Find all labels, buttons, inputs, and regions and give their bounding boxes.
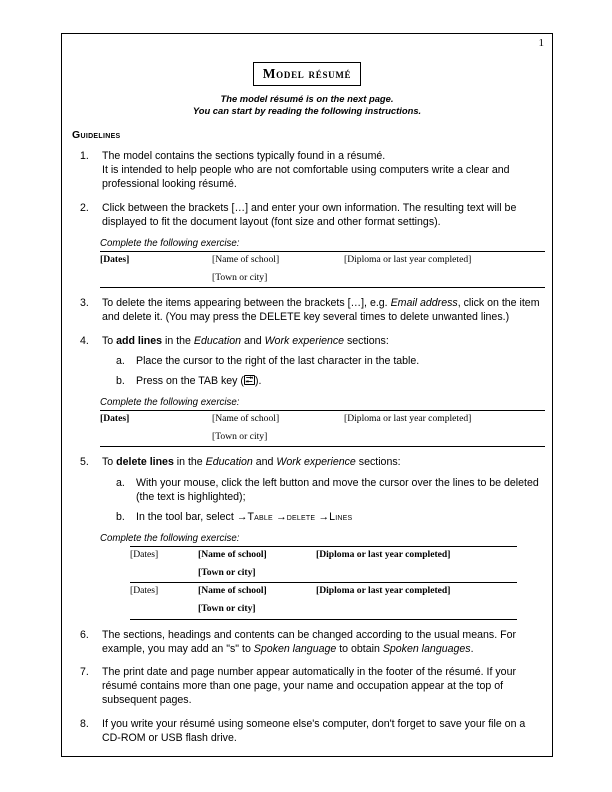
- cell-empty: [344, 429, 545, 447]
- cell-school: [Name of school]: [198, 547, 316, 565]
- item-6-prefix: The sections, headings and contents can be changed according to the usual means. For example, you may add an "s" to: [102, 628, 517, 655]
- item-5-prefix: To: [102, 456, 117, 469]
- list-item-8: [72, 717, 542, 745]
- sub-item-4a-text: Place the cursor to the right of the last character in the table.: [136, 354, 420, 367]
- cell-dates: [Dates]: [130, 585, 159, 597]
- item-5-text: [102, 455, 542, 469]
- subtitle-line-1: The model résumé is on the next page.: [220, 93, 394, 104]
- exercise-label: Complete the following exercise:: [100, 397, 240, 409]
- subtitle-line-2: You can start by reading the following instructions.: [192, 105, 422, 116]
- sub-item-4b: [102, 374, 542, 388]
- item-1-line-2: It is intended to help people who are not comfortable using computers write a clear and professional looking résumé.: [102, 164, 510, 191]
- page-title: Model résumé: [253, 62, 362, 86]
- sub-item-5a-text: With your mouse, click the left button and move the cursor over the lines to be deleted (the text is highlighted);: [136, 476, 539, 503]
- item-4-italic-2: Work experience: [264, 334, 345, 347]
- table-row: [130, 601, 517, 619]
- item-5-italic-2: Work experience: [276, 456, 356, 469]
- list-marker: 8.: [80, 717, 89, 730]
- cell-empty: [344, 270, 545, 288]
- item-2-text: Click between the brackets […] and enter your own information. The resulting text will be displayed to fit the document layout (font size and other format settings).: [102, 201, 517, 228]
- cell-diploma: [Diploma or last year completed]: [316, 547, 517, 565]
- exercise-block-1: [100, 238, 542, 288]
- list-marker: 2.: [80, 201, 89, 214]
- list-marker: 1.: [80, 150, 89, 162]
- cell-diploma: [Diploma or last year completed]: [316, 585, 451, 597]
- item-5-mid-2: and: [252, 456, 277, 469]
- subtitle-block: [72, 93, 542, 117]
- item-3-text: [102, 296, 542, 324]
- cell-school: [Name of school]: [212, 411, 344, 429]
- item-3-emphasis: Email address: [390, 297, 458, 310]
- item-5-bold: delete lines: [116, 456, 174, 469]
- list-item-3: [72, 296, 542, 324]
- document-content: [72, 62, 542, 754]
- item-3-prefix: To delete the items appearing between the brackets […], e.g.: [102, 297, 391, 310]
- exercise-table-2: [100, 410, 545, 447]
- item-1-line-1: The model contains the sections typically found in a résumé.: [102, 150, 386, 162]
- table-row: [100, 429, 545, 447]
- table-row: [130, 547, 517, 565]
- table-row: [130, 565, 517, 583]
- item-4-prefix: To: [102, 334, 117, 347]
- item-5-italic-1: Education: [205, 456, 253, 469]
- cell-town: [Town or city]: [198, 601, 316, 619]
- cell-empty: [130, 601, 198, 619]
- exercise-label: Complete the following exercise:: [100, 238, 240, 250]
- sub-item-4b-prefix: Press on the TAB key (: [136, 375, 244, 388]
- tab-key-icon: [244, 375, 255, 385]
- item-6-italic-1: Spoken language: [253, 642, 337, 655]
- sub-item-5b-text: [136, 510, 542, 524]
- cell-town: [Town or city]: [212, 429, 344, 447]
- sub-list-marker: a.: [116, 476, 125, 489]
- item-6-text: [102, 628, 542, 656]
- sub-item-5b-prefix: In the tool bar, select: [136, 511, 237, 524]
- list-marker: 6.: [80, 628, 89, 641]
- cell-empty: [100, 429, 212, 447]
- document-page-border: [61, 33, 553, 757]
- item-6-mid: to obtain: [336, 642, 383, 655]
- item-6-italic-2: Spoken languages: [382, 642, 471, 655]
- list-item-6: [72, 628, 542, 656]
- table-row: [100, 411, 545, 429]
- list-item-2: [72, 201, 542, 229]
- list-marker: 5.: [80, 456, 89, 469]
- sub-item-4a: [102, 354, 542, 368]
- exercise-block-3: [100, 533, 542, 619]
- menu-path: →Table →delete →Lines: [236, 511, 353, 524]
- table-row: [100, 270, 545, 288]
- item-4-text: [102, 334, 542, 348]
- sub-item-5a: [102, 476, 542, 504]
- item-4-italic-1: Education: [193, 334, 241, 347]
- list-marker: 4.: [80, 334, 89, 347]
- page-number: 1: [538, 37, 544, 49]
- cell-empty: [100, 270, 212, 288]
- exercise-label: Complete the following exercise:: [100, 533, 240, 545]
- cell-diploma: [Diploma or last year completed]: [344, 252, 545, 270]
- cell-diploma: [Diploma or last year completed]: [344, 411, 545, 429]
- sub-list-marker: a.: [116, 354, 125, 367]
- exercise-table-1: [100, 251, 545, 288]
- list-item-4: [72, 334, 542, 389]
- cell-town: [Town or city]: [212, 270, 344, 288]
- list-item-1: [72, 149, 542, 192]
- item-5-suffix: sections:: [355, 456, 401, 469]
- sub-item-4b-suffix: ).: [254, 375, 262, 388]
- cell-school: [Name of school]: [212, 252, 344, 270]
- list-marker: 7.: [80, 666, 89, 678]
- item-4-mid: in the: [162, 334, 194, 347]
- exercise-block-2: [100, 397, 542, 447]
- table-row: [100, 252, 545, 270]
- cell-dates: [Dates]: [100, 252, 212, 270]
- item-3-suffix: , click on the item and delete it. (You may press the DELETE key several times to delete unwanted lines.): [102, 297, 540, 324]
- exercise-table-3: [130, 546, 517, 619]
- guidelines-heading: Guidelines: [72, 129, 121, 141]
- cell-empty: [316, 565, 517, 583]
- list-marker: 3.: [80, 297, 89, 310]
- sub-item-4b-text: [136, 374, 542, 388]
- sub-list-marker: b.: [116, 375, 125, 388]
- item-4-mid-2: and: [241, 334, 265, 347]
- item-7-text: The print date and page number appear automatically in the footer of the résumé. If your résumé contains more than one page, your name and occupation appear at the top of subsequent pages.: [102, 666, 516, 707]
- item-6-suffix: .: [470, 642, 474, 655]
- cell-dates: [Dates]: [100, 411, 212, 429]
- cell-empty: [316, 601, 517, 619]
- item-8-text: If you write your résumé using someone else's computer, don't forget to save your file on a CD-ROM or USB flash drive.: [102, 717, 526, 744]
- title-block: [72, 62, 542, 86]
- cell-school: [Name of school]: [198, 585, 267, 597]
- sub-list-marker: b.: [116, 511, 125, 524]
- table-row: [130, 583, 517, 601]
- item-5-mid: in the: [173, 456, 206, 469]
- list-item-7: [72, 665, 542, 708]
- item-4-bold: add lines: [116, 334, 163, 347]
- sub-item-5b: [102, 510, 542, 524]
- cell-empty: [130, 565, 198, 583]
- item-4-suffix: sections:: [344, 334, 389, 347]
- list-item-5: [72, 455, 542, 524]
- cell-town: [Town or city]: [198, 565, 316, 583]
- cell-dates: [Dates]: [130, 547, 198, 565]
